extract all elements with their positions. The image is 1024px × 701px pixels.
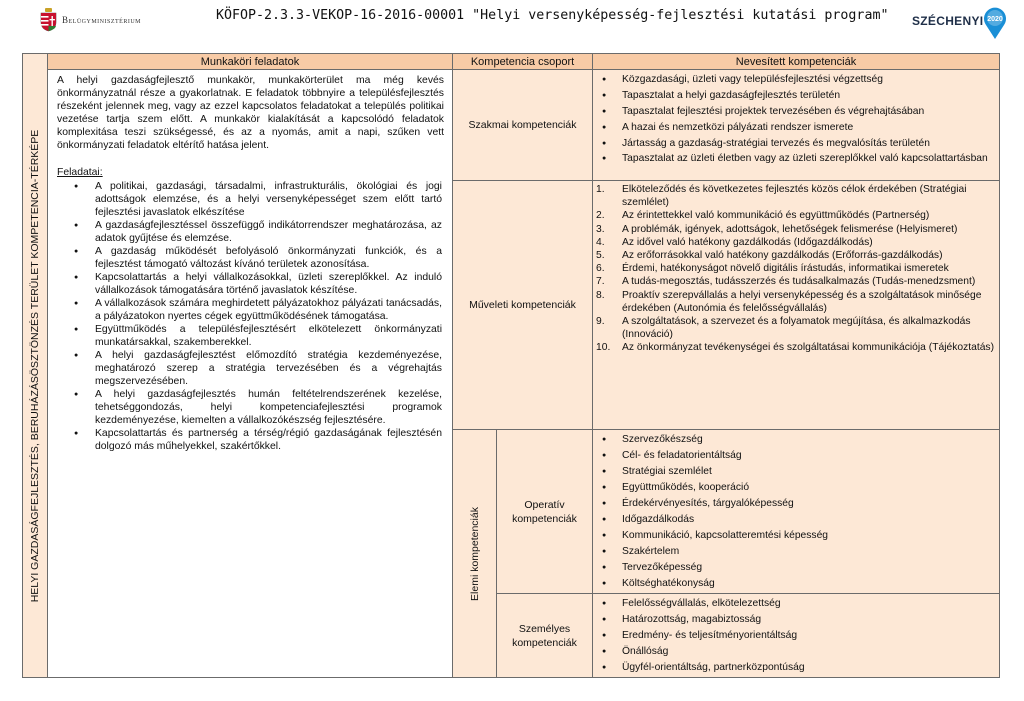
szemelyes-list bbox=[593, 596, 995, 676]
list-item: ● Költséghatékonyság bbox=[593, 576, 995, 592]
item-text: Az önkormányzat tevékenységei és szolgáltatásai kommunikációja (Tájékoztatás) bbox=[622, 342, 995, 354]
item-text: A szolgáltatások, a szervezet és a folyamatok megújítása, és alkalmazkodás (Innováció) bbox=[622, 316, 971, 341]
list-item bbox=[593, 341, 995, 354]
list-item: ● Ügyfél-orientáltság, partnerközpontúság bbox=[593, 660, 995, 676]
page-header bbox=[0, 0, 1024, 46]
list-item: ● Cél- és feladatorientáltság bbox=[593, 448, 995, 464]
szakmai-list-cell bbox=[593, 70, 1000, 181]
list-item: ● A vállalkozások számára meghirdetett pályázatokhoz pályázati tanácsadás, a pályázatokon nyertes cégek együttműködésének támogatása. bbox=[57, 297, 442, 323]
list-item: ● Időgazdálkodás bbox=[593, 512, 995, 528]
muveleti-list-cell bbox=[593, 181, 1000, 430]
item-text: Elköteleződés és következetes fejlesztés közös célok érdekében (Stratégiai szemlélet) bbox=[622, 184, 967, 209]
list-item bbox=[593, 223, 995, 236]
list-item: ● Határozottság, magabiztosság bbox=[593, 612, 995, 628]
list-item: ● Szervezőkészség bbox=[593, 432, 995, 448]
job-description-cell bbox=[48, 70, 453, 678]
table-header-row bbox=[23, 54, 1000, 70]
list-item: ● Közgazdasági, üzleti vagy településfejlesztési végzettség bbox=[593, 72, 995, 88]
list-item bbox=[593, 249, 995, 262]
list-item: ● Tapasztalat fejlesztési projektek tervezésében és végrehajtásában bbox=[593, 104, 995, 120]
list-item: ● Szakértelem bbox=[593, 544, 995, 560]
list-item: ● Tapasztalat a helyi gazdaságfejlesztés területén bbox=[593, 88, 995, 104]
list-item: ● A gazdaság működését befolyásoló önkormányzati funkciók, és a fejlesztést támogató változást kívánó területek azonosítása. bbox=[57, 245, 442, 271]
list-item: ● Jártasság a gazdaság-stratégiai tervezés és megvalósítás területén bbox=[593, 136, 995, 152]
item-text: Proaktív szerepvállalás a helyi versenyképesség és a szolgáltatások minősége érdekében (Autonómia és felelősségvállalás) bbox=[622, 289, 982, 314]
item-number: 2. bbox=[596, 210, 605, 222]
list-item: ● Együttműködés a településfejlesztésért elkötelezett önkormányzati munkatársakkal, szakemberekkel. bbox=[57, 323, 442, 349]
col-header-tasks: Munkaköri feladatok bbox=[48, 54, 453, 70]
brand-name: SZÉCHENYI bbox=[912, 14, 984, 28]
list-item bbox=[593, 315, 995, 341]
ministry-name: Belügyminisztérium bbox=[62, 15, 141, 25]
item-number: 8. bbox=[596, 289, 605, 301]
col-header-group: Kompetencia csoport bbox=[453, 54, 593, 70]
tasks-list bbox=[57, 180, 446, 453]
list-item: ● Kommunikáció, kapcsolatteremtési képesség bbox=[593, 528, 995, 544]
table-row-szakmai bbox=[23, 70, 1000, 181]
group-label-elemi: Elemi kompetenciák bbox=[468, 506, 481, 601]
szemelyes-list-cell bbox=[593, 594, 1000, 678]
group-label-szakmai: Szakmai kompetenciák bbox=[453, 70, 593, 181]
group-label-operativ: Operatív kompetenciák bbox=[497, 430, 593, 594]
list-item bbox=[593, 209, 995, 222]
item-text: A problémák, igények, adottságok, lehetőségek felismerése (Helyismeret) bbox=[622, 223, 958, 235]
item-number: 4. bbox=[596, 236, 605, 248]
list-item: ● Érdekérvényesítés, tárgyalóképesség bbox=[593, 496, 995, 512]
side-label-cell bbox=[23, 54, 48, 678]
list-item: ● Eredmény- és teljesítményorientáltság bbox=[593, 628, 995, 644]
list-item: ● Tapasztalat az üzleti életben vagy az üzleti szereplőkkel való kapcsolattartásban bbox=[593, 152, 995, 165]
list-item bbox=[593, 275, 995, 288]
list-item: ● Kapcsolattartás és partnerség a térség/régió gazdaságának fejlesztésén dolgozó más műhelyekkel, szakértőkkel. bbox=[57, 427, 442, 453]
list-item: ● A helyi gazdaságfejlesztést előmozdító stratégia kezdeményezése, meghatározó szerep a stratégia tervezésében és a végrehajtás megszervezésében. bbox=[57, 349, 442, 388]
list-item bbox=[593, 183, 995, 209]
list-item: ● Felelősségvállalás, elkötelezettség bbox=[593, 596, 995, 612]
list-item bbox=[593, 289, 995, 315]
list-item: ● A helyi gazdaságfejlesztés humán feltételrendszerének kezelése, tehetséggondozás, helyi kompetenciafejlesztési programok kezdeményezése, kiemelten a vállalkozókészség fejlesztésére. bbox=[57, 388, 442, 427]
item-text: Az érintettekkel való kommunikáció és együttműködés (Partnerség) bbox=[622, 210, 930, 222]
coat-of-arms-icon bbox=[40, 8, 57, 32]
item-number: 7. bbox=[596, 276, 605, 288]
operativ-list-cell bbox=[593, 430, 1000, 594]
list-item: ● Kapcsolattartás a helyi vállalkozásokkal, üzleti szereplőkkel. Az induló vállalkozások támogatására történő javaslatok készítése. bbox=[57, 271, 442, 297]
tasks-title: Feladatai: bbox=[57, 167, 103, 178]
competency-table bbox=[22, 53, 1000, 678]
list-item: ● Önállóság bbox=[593, 644, 995, 660]
szakmai-list bbox=[593, 72, 995, 165]
ministry-logo bbox=[40, 6, 141, 34]
list-item: ● A gazdaságfejlesztéssel összefüggő indikátorrendszer meghatározása, az adatok gyűjtése és elemzése. bbox=[57, 219, 442, 245]
item-number: 10. bbox=[596, 342, 611, 354]
list-item: ● A politikai, gazdasági, társadalmi, infrastrukturális, ökológiai és jogi adottságok elemzése, és a helyi versenyképességet szem előtt tartó fejlesztési javaslatok elkészítése bbox=[57, 180, 442, 219]
group-label-muveleti: Műveleti kompetenciák bbox=[453, 181, 593, 430]
brand-year: 2020 bbox=[987, 16, 1003, 23]
item-number: 1. bbox=[596, 184, 605, 195]
operativ-list bbox=[593, 432, 995, 592]
item-text: A tudás-megosztás, tudásszerzés és tudásalkalmazás (Tudás-menedzsment) bbox=[622, 276, 976, 288]
side-label: HELYI GAZDASÁGFEJLESZTÉS, BERUHÁZÁSÖSZTÖNZÉS TERÜLET KOMPETENCIA-TÉRKÉPE bbox=[29, 129, 41, 602]
col-header-competencies: Nevesített kompetenciák bbox=[593, 54, 1000, 70]
job-intro-text: A helyi gazdaságfejlesztő munkakör, munkakörterület ma még kevés önkormányzatnál része a gyakorlatnak. E feladatok többnyire a településfejlesztés részeként jelennek meg, vagy az ezzel kapcsolatos feladatokat a település politikai vezetése tartja szem előtt. A munkakör kialakítását a kapcsolódó feladatok komplexitása teszi szükségessé, és az a nyomás, amit a napi, szűken vett önkormányzati feladatok eltérítő hatása jelent. bbox=[57, 75, 444, 151]
list-item: ● Együttműködés, kooperáció bbox=[593, 480, 995, 496]
item-text: Érdemi, hatékonyságot növelő digitális írástudás, informatikai ismeretek bbox=[622, 263, 949, 275]
list-item: ● Stratégiai szemlélet bbox=[593, 464, 995, 480]
muveleti-list bbox=[593, 183, 995, 355]
item-number: 9. bbox=[596, 316, 605, 328]
item-text: Az idővel való hatékony gazdálkodás (Időgazdálkodás) bbox=[622, 236, 873, 248]
item-text: Az erőforrásokkal való hatékony gazdálkodás (Erőforrás-gazdálkodás) bbox=[622, 250, 943, 262]
item-number: 5. bbox=[596, 250, 605, 262]
list-item: ● Tervezőképesség bbox=[593, 560, 995, 576]
list-item: ● A hazai és nemzetközi pályázati rendszer ismerete bbox=[593, 120, 995, 136]
list-item bbox=[593, 236, 995, 249]
elemi-label-cell bbox=[453, 430, 497, 678]
item-number: 3. bbox=[596, 223, 605, 235]
list-item bbox=[593, 262, 995, 275]
item-number: 6. bbox=[596, 263, 605, 275]
szechenyi-logo-icon bbox=[983, 6, 1007, 40]
project-title: KÖFOP-2.3.3-VEKOP-16-2016-00001 "Helyi versenyképesség-fejlesztési kutatási program" bbox=[216, 8, 889, 23]
group-label-szemelyes: Személyes kompetenciák bbox=[497, 594, 593, 678]
